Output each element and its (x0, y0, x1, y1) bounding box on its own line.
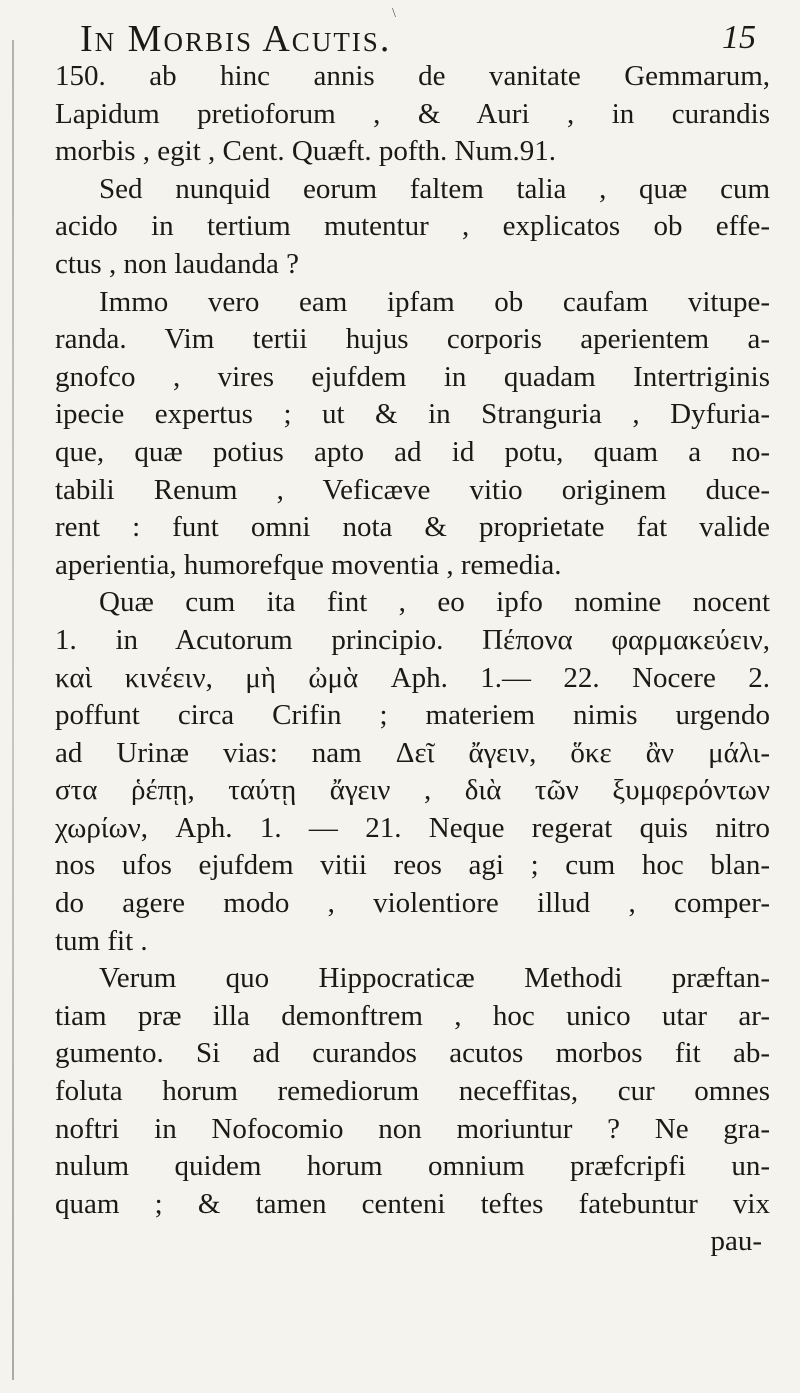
text-line: στα ῥέπῃ, ταύτῃ ἄγειν , διὰ τῶν ξυμφερόντων (55, 774, 770, 807)
text-line: foluta horum remediorum neceffitas, cur omnes (55, 1075, 770, 1108)
text-line: acido in tertium mutentur , explicatos ob effe- (55, 210, 770, 243)
text-line: nos ufos ejufdem vitii reos agi ; cum hoc blan- (55, 849, 770, 882)
binding-edge (12, 40, 14, 1380)
text-line: aperientia, humorefque moventia , remedia. (55, 548, 562, 581)
catchword: pau- (710, 1225, 762, 1258)
text-line: tum fit . (55, 924, 148, 957)
running-title: In Morbis Acutis. (80, 18, 392, 60)
text-line: que, quæ potius apto ad id potu, quam a no- (55, 435, 770, 468)
text-line: poffunt circa Crifin ; materiem nimis urgendo (55, 699, 770, 732)
text-line: 1. in Acutorum principio. Πέπονα φαρμακεύειν, (55, 623, 770, 656)
text-line: randa. Vim tertii hujus corporis aperientem a- (55, 323, 770, 356)
text-line: gnofco , vires ejufdem in quadam Intertriginis (55, 360, 770, 393)
text-line: tabili Renum , Veficæve vitio originem duce- (55, 473, 770, 506)
text-line: Lapidum pretioforum , & Auri , in curandis (55, 97, 770, 130)
page-header (44, 15, 764, 59)
text-line: morbis , egit , Cent. Quæft. pofth. Num.91. (55, 135, 557, 168)
text-line: ad Urinæ vias: nam Δεῖ ἄγειν, ὅκε ἂν μάλι- (55, 736, 770, 769)
text-line: tiam præ illa demonftrem , hoc unico utar ar- (55, 999, 770, 1032)
text-line: do agere modo , violentiore illud , comper- (55, 887, 770, 920)
text-line: χωρίων, Aph. 1. — 21. Neque regerat quis nitro (55, 811, 770, 844)
page-number: 15 (722, 19, 756, 56)
page-mark: \ (392, 6, 396, 21)
text-line: 150. ab hinc annis de vanitate Gemmarum, (55, 60, 770, 92)
text-line: noftri in Nofocomio non moriuntur ? Ne gra- (55, 1112, 770, 1145)
text-line: Sed nunquid eorum faltem talia , quæ cum (99, 172, 770, 205)
text-line: rent : funt omni nota & proprietate fat valide (55, 511, 770, 544)
text-line: quam ; & tamen centeni teftes fatebuntur vix (55, 1187, 770, 1220)
text-line: Immo vero eam ipfam ob caufam vitupe- (99, 285, 770, 318)
text-line: Verum quo Hippocraticæ Methodi præftan- (99, 962, 770, 995)
body-text (55, 58, 770, 1261)
text-line: καὶ κινέειν, μὴ ὠμὰ Aph. 1.— 22. Nocere 2. (55, 661, 770, 694)
text-line: gumento. Si ad curandos acutos morbos fit ab- (55, 1037, 770, 1070)
text-line: ctus , non laudanda ? (55, 247, 300, 280)
text-line: Quæ cum ita fint , eo ipfo nomine nocent (99, 586, 770, 619)
text-line: ipecie expertus ; ut & in Stranguria , Dyfuria- (55, 398, 770, 431)
text-line: nulum quidem horum omnium præfcripfi un- (55, 1150, 770, 1183)
